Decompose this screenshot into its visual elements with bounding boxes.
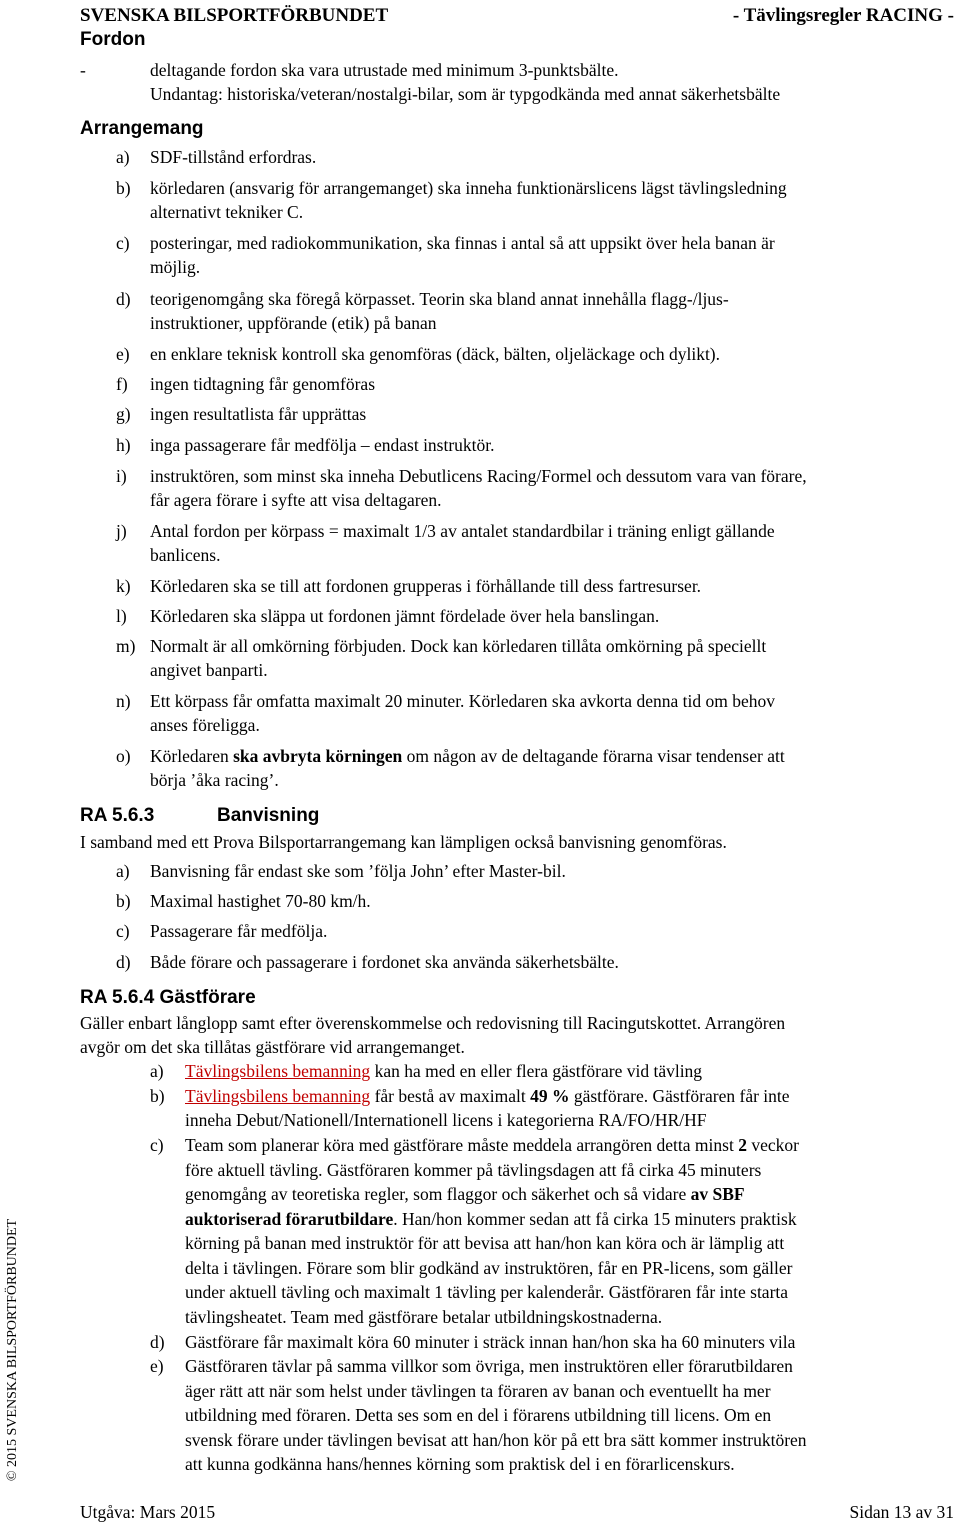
item-line: Normalt är all omkörning förbjuden. Dock kan körledaren tillåta omkörning på speciellt <box>150 636 767 656</box>
item-line: angivet banparti. <box>150 660 268 680</box>
item-label: o) <box>116 746 131 766</box>
item-bold: 49 % <box>530 1086 570 1106</box>
item-line: instruktören, som minst ska inneha Debutlicens Racing/Formel och dessutom vara van förare, <box>150 466 807 486</box>
item-line: svensk förare under tävlingen bevisat att han/hon kör på ett bra sätt kommer instruktören <box>185 1429 807 1450</box>
copyright-sidebar <box>0 1210 26 1490</box>
item-line: inga passagerare får medfölja – endast instruktör. <box>150 435 495 455</box>
item-label: a) <box>116 147 130 167</box>
item-line: Körledaren ska se till att fordonen grupperas i förhållande till dess fartresurser. <box>150 576 702 596</box>
header-org: SVENSKA BILSPORTFÖRBUNDET <box>80 5 389 26</box>
item-o-pre: Körledaren <box>150 746 234 766</box>
item-label: d) <box>150 1332 165 1352</box>
banvisning-title: Banvisning <box>217 805 320 826</box>
item-line: äger rätt att när som helst under tävlingen ta föraren av banan och eventuellt ha mer <box>185 1380 771 1401</box>
item-line: delta i tävlingen. Förare som blir godkänd av instruktören, får en PR-licens, som gäller <box>185 1257 793 1278</box>
item-line: SDF-tillstånd erfordras. <box>150 147 317 167</box>
gastforare-intro-2: avgör om det ska tillåtas gästförare vid arrangemanget. <box>80 1037 465 1057</box>
item-line-2: inneha Debut/Nationell/Internationell licens i kategorierna RA/FO/HR/HF <box>185 1110 707 1130</box>
header-doc-title: - Tävlingsregler RACING - <box>732 5 954 26</box>
item-line: Antal fordon per körpass = maximalt 1/3 av antalet standardbilar i träning enligt gällande <box>150 521 775 541</box>
item-o-bold: ska avbryta körningen <box>233 746 403 766</box>
intro-item <box>80 58 950 106</box>
banvisning-heading <box>80 804 320 828</box>
item-label: d) <box>116 952 131 972</box>
copyright-text: © 2015 SVENSKA BILSPORTFÖRBUNDET <box>5 1218 20 1482</box>
item-line: Ett körpass får omfatta maximalt 20 minuter. Körledaren ska avkorta denna tid om behov <box>150 691 775 711</box>
item-text: kan ha med en eller flera gästförare vid tävling <box>370 1061 703 1081</box>
banvisning-number: RA 5.6.3 <box>80 805 155 826</box>
intro-line-2: Undantag: historiska/veteran/nostalgi-bilar, som är typgodkända med annat säkerhetsbälte <box>150 84 781 104</box>
item-line: en enklare teknisk kontroll ska genomföras (däck, bälten, oljeläckage och dylikt). <box>150 344 721 364</box>
tavlingsbilens-bemanning-link[interactable]: Tävlingsbilens bemanning <box>185 1086 371 1106</box>
arrangemang-item-o <box>116 744 956 792</box>
banvisning-intro: I samband med ett Prova Bilsportarrangemang kan lämpligen också banvisning genomföras. <box>80 832 727 852</box>
item-line: möjlig. <box>150 257 201 277</box>
item-line: ingen tidtagning får genomföras <box>150 374 376 394</box>
item-label: n) <box>116 691 131 711</box>
intro-dash: - <box>80 60 86 80</box>
item-label: b) <box>116 891 131 911</box>
item-label: c) <box>116 233 130 253</box>
item-bold: 2 <box>738 1135 747 1155</box>
item-line: Gästföraren tävlar på samma villkor som övriga, men instruktören eller förarutbildaren <box>185 1356 793 1376</box>
item-line: instruktioner, uppförande (etik) på banan <box>150 313 437 333</box>
item-text: . Han/hon kommer sedan att få cirka 15 minuters praktisk <box>393 1208 797 1229</box>
item-line: under aktuell tävling och maximalt 1 tävling per kalenderår. Gästföraren får inte starta <box>185 1282 789 1302</box>
item-label: c) <box>150 1135 164 1155</box>
item-line: körning på banan med instruktör för att bevisa att han/hon kan köra och är lämplig att <box>185 1233 785 1253</box>
item-line: teorigenomgång ska föregå körpasset. Teorin ska bland annat innehålla flagg-/ljus- <box>150 289 729 309</box>
item-text: Team som planerar köra med gästförare måste meddela arrangören detta minst <box>185 1135 739 1155</box>
section-title: Fordon <box>80 29 146 50</box>
item-label: e) <box>116 344 130 364</box>
item-label: k) <box>116 576 131 596</box>
item-line: att kunna godkänna hans/hennes körning som praktisk del i en förarlicenskurs. <box>185 1454 735 1474</box>
item-line: Körledaren ska släppa ut fordonen jämnt fördelade över hela banslingan. <box>150 606 660 626</box>
item-label: c) <box>116 921 130 941</box>
item-line: utbildning med föraren. Detta ses som en del i förarens utbildning till licens. Om en <box>185 1405 772 1425</box>
item-line: posteringar, med radiokommunikation, ska finnas i antal så att uppsikt över hela banan är <box>150 233 775 253</box>
item-text: får bestå av maximalt <box>370 1086 531 1106</box>
item-o-post: om någon av de deltagande förarna visar tendenser att <box>402 746 785 766</box>
item-line: anses föreligga. <box>150 715 260 735</box>
intro-line-1: deltagande fordon ska vara utrustade med minimum 3-punktsbälte. <box>150 60 619 80</box>
item-text: genomgång av teoretiska regler, som flaggor och säkerhet och så vidare <box>185 1184 691 1204</box>
item-bold: auktoriserad förarutbildare <box>185 1208 394 1229</box>
item-label: a) <box>116 861 130 881</box>
item-text: Både förare och passagerare i fordonet ska använda säkerhetsbälte. <box>150 952 619 972</box>
item-text: veckor <box>746 1135 799 1155</box>
footer-page-number: Sidan 13 av 31 <box>849 1502 954 1522</box>
item-line: ingen resultatlista får upprättas <box>150 404 367 424</box>
item-label: a) <box>150 1061 164 1081</box>
item-text: Passagerare får medfölja. <box>150 921 328 941</box>
item-label: e) <box>150 1356 164 1376</box>
item-label: h) <box>116 435 131 455</box>
arrangemang-heading: Arrangemang <box>80 118 204 139</box>
item-label: m) <box>116 636 136 656</box>
item-o-line-2: börja ’åka racing’. <box>150 770 279 790</box>
item-label: f) <box>116 374 128 394</box>
item-label: g) <box>116 404 131 424</box>
item-label: d) <box>116 289 131 309</box>
item-text: Gästförare får maximalt köra 60 minuter i sträck innan han/hon ska ha 60 minuters vila <box>185 1332 796 1352</box>
tavlingsbilens-bemanning-link[interactable]: Tävlingsbilens bemanning <box>185 1061 371 1081</box>
footer-edition: Utgåva: Mars 2015 <box>80 1502 216 1522</box>
item-line: alternativt tekniker C. <box>150 202 304 222</box>
item-line: före aktuell tävling. Gästföraren kommer på tävlingsdagen att få cirka 45 minuters <box>185 1159 762 1180</box>
item-line: får agera förare i syfte att visa deltagaren. <box>150 490 442 510</box>
gastforare-intro-1: Gäller enbart långlopp samt efter överenskommelse och redovisning till Racingutskottet. Arrangören <box>80 1013 786 1033</box>
item-line: körledaren (ansvarig för arrangemanget) ska inneha funktionärslicens lägst tävlingsledning <box>150 178 787 198</box>
item-label: b) <box>116 178 131 198</box>
item-label: j) <box>116 521 127 541</box>
item-line: banlicens. <box>150 545 221 565</box>
item-bold: av SBF <box>690 1184 745 1204</box>
item-text: gästförare. Gästföraren får inte <box>569 1086 790 1106</box>
item-text: Maximal hastighet 70-80 km/h. <box>150 891 371 911</box>
item-label: l) <box>116 606 127 626</box>
item-label: i) <box>116 466 127 486</box>
item-line: tävlingsheatet. Team med gästförare betalar utbildningskostnaderna. <box>185 1306 663 1327</box>
gastforare-heading: RA 5.6.4 Gästförare <box>80 987 256 1008</box>
item-text: Banvisning får endast ske som ’följa John’ efter Master-bil. <box>150 861 566 881</box>
item-label: b) <box>150 1086 165 1106</box>
